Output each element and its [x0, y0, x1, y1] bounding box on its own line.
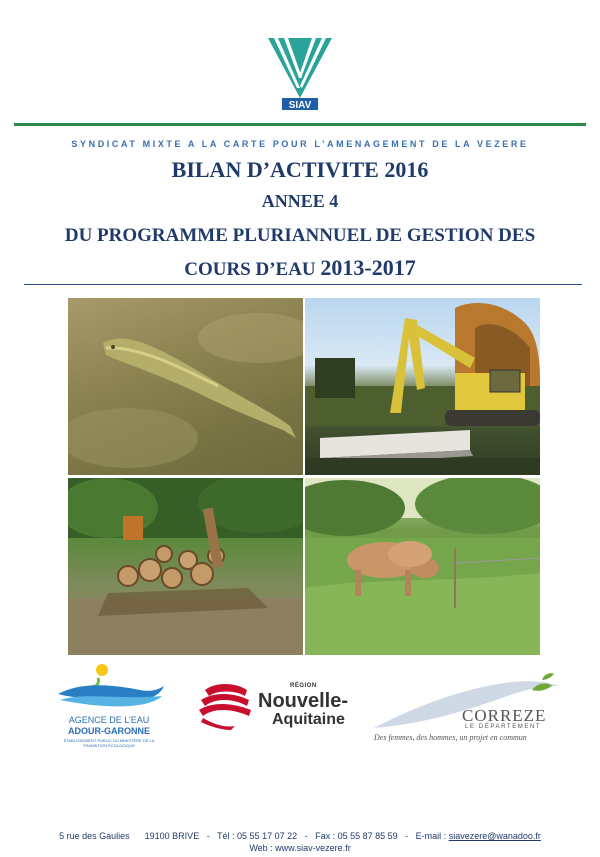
top-divider	[14, 123, 586, 126]
photo-cows-drawing	[305, 478, 540, 655]
syndicat-subtitle: SYNDICAT MIXTE A LA CARTE POUR L’AMENAGEMENT DE LA VEZERE	[71, 139, 529, 149]
footer-email-link[interactable]: siavezere@wanadoo.fr	[448, 831, 541, 841]
photo-fish	[68, 298, 303, 475]
agence-eau-line2: ADOUR-GARONNE	[68, 726, 150, 736]
program-title-line1: DU PROGRAMME PLURIANNUEL DE GESTION DES	[64, 225, 536, 246]
program-title-text: COURS D’EAU	[184, 259, 321, 280]
report-title: BILAN D’ACTIVITE 2016	[171, 157, 429, 182]
footer-city: 19100 BRIVE	[144, 831, 200, 841]
photo-excavator	[305, 298, 540, 475]
siav-logo	[264, 36, 336, 112]
footer-address: 5 rue des Gaulies	[59, 831, 130, 841]
program-title-line2	[0, 255, 600, 281]
program-years: 2013-2017	[320, 255, 416, 280]
agence-eau-line1: AGENCE DE L’EAU	[68, 715, 150, 725]
correze-subtitle: LE DÉPARTEMENT	[465, 724, 542, 730]
siav-logo-text: SIAV	[288, 100, 312, 111]
region-label: RÉGION	[290, 683, 317, 689]
footer-web-link[interactable]: www.siav-vezere.fr	[275, 843, 351, 853]
photo-excavator-drawing	[305, 298, 540, 475]
footer-fax: Fax : 05 55 87 85 59	[315, 831, 398, 841]
region-name-line2: Aquitaine	[272, 711, 345, 728]
footer-email-label: E-mail :	[415, 831, 447, 841]
correze-name: CORREZE	[462, 706, 547, 725]
footer-tel: Tél : 05 55 17 07 22	[217, 831, 298, 841]
photo-logs	[68, 478, 303, 655]
photo-cows	[305, 478, 540, 655]
footer-web	[0, 843, 600, 853]
photo-logs-drawing	[68, 478, 303, 655]
photo-fish-drawing	[68, 298, 303, 475]
region-name-line1: Nouvelle-	[258, 690, 349, 712]
agence-eau-name	[48, 715, 170, 737]
report-year-label: ANNEE 4	[261, 191, 339, 211]
region-lion-icon	[195, 680, 255, 730]
title-divider	[24, 284, 582, 285]
correze-slogan: Des femmes, des hommes, un projet en commun	[374, 733, 527, 742]
footer-contact: 5 rue des Gaulies 19100 BRIVE - Tél : 05 55 17 07 22 - Fax : 05 55 87 85 59 - E-mail : siavezere@wanadoo.fr	[59, 831, 541, 841]
agence-eau-subtitle: ÉTABLISSEMENT PUBLIC DU MINISTÈRE DE LA TRANSITION ÉCOLOGIQUE	[63, 738, 155, 748]
footer-web-label: Web :	[249, 843, 273, 853]
